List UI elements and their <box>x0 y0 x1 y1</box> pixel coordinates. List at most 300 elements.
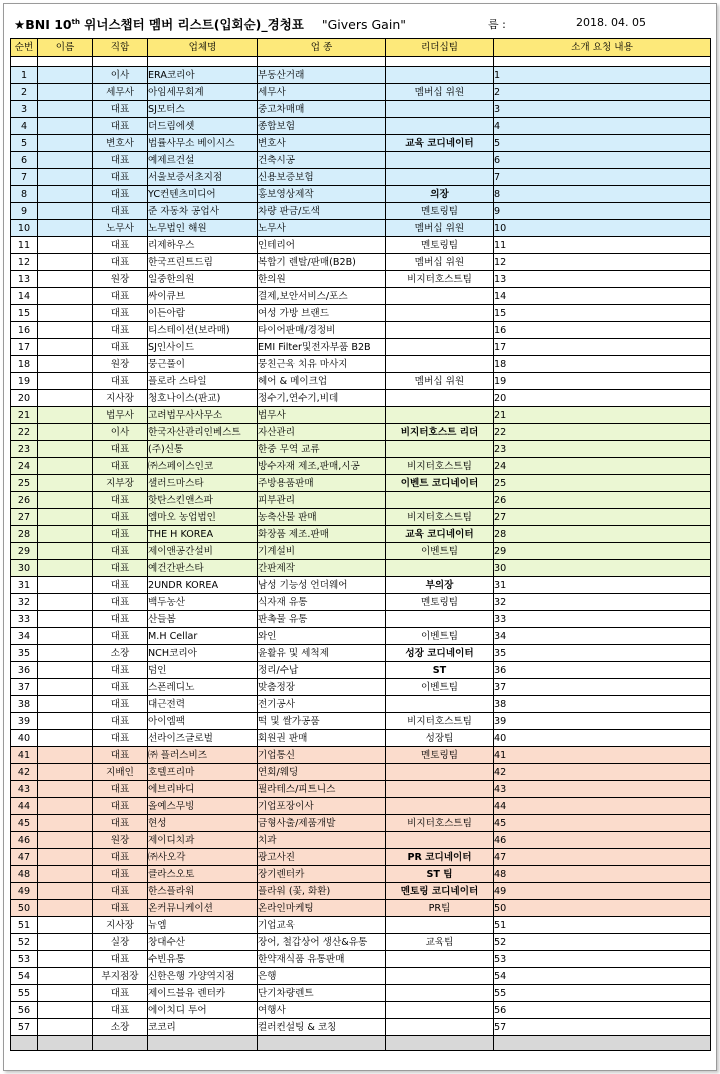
cell-no: 55 <box>11 985 38 1002</box>
cell-referral-no: 7 <box>494 169 711 186</box>
cell-name <box>38 135 93 152</box>
cell-name <box>38 152 93 169</box>
cell-industry: 기업통신 <box>258 747 386 764</box>
cell-name <box>38 577 93 594</box>
table-row <box>11 747 711 764</box>
cell-no: 43 <box>11 781 38 798</box>
cell-industry: 남성 기능성 언더웨어 <box>258 577 386 594</box>
cell-company: 에브리바디 <box>148 781 258 798</box>
table-row <box>11 441 711 458</box>
cell-title: 대표 <box>93 849 148 866</box>
cell-company: 아이엠팩 <box>148 713 258 730</box>
cell-name <box>38 220 93 237</box>
cell-company: SJ모터스 <box>148 101 258 118</box>
table-row <box>11 764 711 781</box>
table-row <box>11 560 711 577</box>
table-row <box>11 866 711 883</box>
cell-industry: 식자재 유통 <box>258 594 386 611</box>
cell-company: 백두농산 <box>148 594 258 611</box>
cell-company: 2UNDR KOREA <box>148 577 258 594</box>
cell-leadership: ST <box>386 662 494 679</box>
cell-name <box>38 84 93 101</box>
table-row <box>11 118 711 135</box>
cell-title: 지부장 <box>93 475 148 492</box>
cell-referral-no: 22 <box>494 424 711 441</box>
cell-name <box>38 832 93 849</box>
table-row <box>11 900 711 917</box>
cell-company: 선라이즈글로벌 <box>148 730 258 747</box>
cell-referral-no: 41 <box>494 747 711 764</box>
cell-no: 27 <box>11 509 38 526</box>
cell-title: 대표 <box>93 883 148 900</box>
cell-leadership: PR팀 <box>386 900 494 917</box>
cell-name <box>38 390 93 407</box>
cell-referral-no: 12 <box>494 254 711 271</box>
cell-name <box>38 883 93 900</box>
footer-cell <box>258 1036 386 1051</box>
cell-leadership: 비지터호스트팀 <box>386 815 494 832</box>
cell-title: 대표 <box>93 696 148 713</box>
cell-title: 대표 <box>93 798 148 815</box>
cell-referral-no: 5 <box>494 135 711 152</box>
cell-referral-no: 19 <box>494 373 711 390</box>
cell-title: 대표 <box>93 543 148 560</box>
table-row <box>11 373 711 390</box>
cell-leadership <box>386 67 494 84</box>
cell-company: 한국프린트드림 <box>148 254 258 271</box>
cell-company: M.H Cellar <box>148 628 258 645</box>
cell-leadership <box>386 951 494 968</box>
cell-no: 38 <box>11 696 38 713</box>
cell-referral-no: 6 <box>494 152 711 169</box>
cell-name <box>38 917 93 934</box>
cell-industry: 판촉물 유통 <box>258 611 386 628</box>
cell-no: 33 <box>11 611 38 628</box>
cell-no: 36 <box>11 662 38 679</box>
table-row <box>11 628 711 645</box>
cell-industry: 법무사 <box>258 407 386 424</box>
cell-company: 코코리 <box>148 1019 258 1036</box>
cell-company: 핫탄스킨앤스파 <box>148 492 258 509</box>
cell-name <box>38 305 93 322</box>
cell-title: 실장 <box>93 934 148 951</box>
cell-leadership <box>386 441 494 458</box>
cell-leadership <box>386 560 494 577</box>
cell-industry: 뭉친근육 치유 마사지 <box>258 356 386 373</box>
table-row <box>11 407 711 424</box>
cell-referral-no: 35 <box>494 645 711 662</box>
cell-industry: 노무사 <box>258 220 386 237</box>
cell-title: 대표 <box>93 577 148 594</box>
cell-title: 이사 <box>93 424 148 441</box>
cell-leadership: 비지터호스트 리더 <box>386 424 494 441</box>
cell-referral-no: 55 <box>494 985 711 1002</box>
cell-no: 45 <box>11 815 38 832</box>
cell-title: 원장 <box>93 271 148 288</box>
table-row <box>11 815 711 832</box>
cell-leadership: PR 코디네이터 <box>386 849 494 866</box>
member-table <box>10 38 711 1051</box>
cell-leadership: 멘토링 코디네이터 <box>386 883 494 900</box>
cell-name <box>38 781 93 798</box>
cell-leadership <box>386 764 494 781</box>
cell-referral-no: 27 <box>494 509 711 526</box>
cell-name <box>38 458 93 475</box>
cell-name <box>38 203 93 220</box>
cell-leadership <box>386 288 494 305</box>
cell-industry: 장어, 철갑상어 생산&유통 <box>258 934 386 951</box>
cell-no: 41 <box>11 747 38 764</box>
cell-industry: 주방용품판매 <box>258 475 386 492</box>
cell-name <box>38 1019 93 1036</box>
cell-leadership: 부의장 <box>386 577 494 594</box>
table-row <box>11 883 711 900</box>
cell-industry: 기업포장이사 <box>258 798 386 815</box>
cell-industry: 인테리어 <box>258 237 386 254</box>
table-row <box>11 135 711 152</box>
cell-industry: 여성 가방 브랜드 <box>258 305 386 322</box>
cell-industry: 필라테스/피트니스 <box>258 781 386 798</box>
cell-industry: 건축시공 <box>258 152 386 169</box>
cell-no: 37 <box>11 679 38 696</box>
table-row <box>11 220 711 237</box>
cell-industry: 정수기,연수기,비데 <box>258 390 386 407</box>
cell-name <box>38 373 93 390</box>
cell-no: 8 <box>11 186 38 203</box>
cell-industry: 장기렌터카 <box>258 866 386 883</box>
cell-title: 대표 <box>93 458 148 475</box>
cell-referral-no: 9 <box>494 203 711 220</box>
cell-referral-no: 38 <box>494 696 711 713</box>
cell-leadership: 성장팀 <box>386 730 494 747</box>
cell-company: 제이디치과 <box>148 832 258 849</box>
cell-title: 세무사 <box>93 84 148 101</box>
cell-no: 26 <box>11 492 38 509</box>
table-row <box>11 662 711 679</box>
cell-title: 대표 <box>93 1002 148 1019</box>
table-row <box>11 254 711 271</box>
cell-title: 지사장 <box>93 917 148 934</box>
cell-company: 준 자동차 공업사 <box>148 203 258 220</box>
cell-referral-no: 52 <box>494 934 711 951</box>
cell-leadership: 멘토링팀 <box>386 747 494 764</box>
cell-referral-no: 44 <box>494 798 711 815</box>
cell-company: 리제하우스 <box>148 237 258 254</box>
cell-company: 온커뮤니케이션 <box>148 900 258 917</box>
cell-referral-no: 23 <box>494 441 711 458</box>
cell-company: 고려법무사사무소 <box>148 407 258 424</box>
cell-leadership <box>386 118 494 135</box>
table-row <box>11 968 711 985</box>
footer-row <box>11 1036 711 1051</box>
cell-referral-no: 46 <box>494 832 711 849</box>
name-label: 름 : <box>488 18 506 31</box>
cell-industry: 맞춤정장 <box>258 679 386 696</box>
cell-company: ㈜ 플러스비즈 <box>148 747 258 764</box>
cell-title: 대표 <box>93 815 148 832</box>
cell-leadership: 비지터호스트팀 <box>386 713 494 730</box>
table-row <box>11 271 711 288</box>
cell-leadership <box>386 917 494 934</box>
cell-no: 23 <box>11 441 38 458</box>
cell-industry: 방수자재 제조,판매,시공 <box>258 458 386 475</box>
cell-no: 5 <box>11 135 38 152</box>
cell-name <box>38 424 93 441</box>
cell-title: 변호사 <box>93 135 148 152</box>
cell-industry: 연회/웨딩 <box>258 764 386 781</box>
table-row <box>11 203 711 220</box>
cell-leadership: 이벤트팀 <box>386 543 494 560</box>
cell-referral-no: 43 <box>494 781 711 798</box>
cell-referral-no: 1 <box>494 67 711 84</box>
cell-no: 10 <box>11 220 38 237</box>
cell-name <box>38 356 93 373</box>
cell-company: 아임세무회계 <box>148 84 258 101</box>
cell-no: 14 <box>11 288 38 305</box>
cell-title: 부지점장 <box>93 968 148 985</box>
cell-industry: 기계설비 <box>258 543 386 560</box>
cell-no: 52 <box>11 934 38 951</box>
table-row <box>11 730 711 747</box>
cell-leadership: ST 팀 <box>386 866 494 883</box>
title-row <box>10 12 710 34</box>
cell-company: THE H KOREA <box>148 526 258 543</box>
cell-no: 35 <box>11 645 38 662</box>
cell-title: 대표 <box>93 730 148 747</box>
cell-company: 덤인 <box>148 662 258 679</box>
table-row <box>11 679 711 696</box>
cell-industry: 종합보험 <box>258 118 386 135</box>
table-row <box>11 1019 711 1036</box>
cell-leadership <box>386 305 494 322</box>
cell-referral-no: 45 <box>494 815 711 832</box>
cell-name <box>38 713 93 730</box>
cell-industry: 화장품 제조.판매 <box>258 526 386 543</box>
cell-leadership: 의장 <box>386 186 494 203</box>
cell-referral-no: 33 <box>494 611 711 628</box>
cell-leadership: 멤버십 위원 <box>386 220 494 237</box>
cell-company: 싸이큐브 <box>148 288 258 305</box>
cell-company: YC컨텐츠미디어 <box>148 186 258 203</box>
col-header-title: 직함 <box>93 39 148 57</box>
cell-no: 12 <box>11 254 38 271</box>
cell-title: 대표 <box>93 509 148 526</box>
cell-no: 56 <box>11 1002 38 1019</box>
cell-name <box>38 985 93 1002</box>
cell-industry: 결제,보안서비스/포스 <box>258 288 386 305</box>
cell-name <box>38 339 93 356</box>
cell-referral-no: 56 <box>494 1002 711 1019</box>
cell-no: 16 <box>11 322 38 339</box>
cell-leadership: 이벤트팀 <box>386 628 494 645</box>
cell-name <box>38 526 93 543</box>
cell-leadership <box>386 339 494 356</box>
cell-industry: 한의원 <box>258 271 386 288</box>
cell-leadership: 교육 코디네이터 <box>386 526 494 543</box>
cell-title: 대표 <box>93 169 148 186</box>
footer-cell <box>93 1036 148 1051</box>
table-row <box>11 475 711 492</box>
cell-company: 에이치디 투어 <box>148 1002 258 1019</box>
cell-company: 노무법인 해원 <box>148 220 258 237</box>
cell-leadership <box>386 152 494 169</box>
cell-name <box>38 968 93 985</box>
cell-referral-no: 24 <box>494 458 711 475</box>
cell-name <box>38 441 93 458</box>
cell-name <box>38 186 93 203</box>
cell-no: 9 <box>11 203 38 220</box>
cell-name <box>38 866 93 883</box>
cell-company: 청호나이스(판교) <box>148 390 258 407</box>
cell-referral-no: 15 <box>494 305 711 322</box>
cell-referral-no: 34 <box>494 628 711 645</box>
cell-company: 서울보증서초지점 <box>148 169 258 186</box>
cell-leadership <box>386 492 494 509</box>
cell-leadership: 멘토링팀 <box>386 594 494 611</box>
cell-referral-no: 48 <box>494 866 711 883</box>
cell-name <box>38 543 93 560</box>
cell-no: 17 <box>11 339 38 356</box>
cell-no: 46 <box>11 832 38 849</box>
cell-leadership <box>386 985 494 1002</box>
table-row <box>11 934 711 951</box>
cell-company: ㈜사오각 <box>148 849 258 866</box>
cell-referral-no: 20 <box>494 390 711 407</box>
cell-no: 4 <box>11 118 38 135</box>
cell-company: 호텔프리마 <box>148 764 258 781</box>
cell-referral-no: 14 <box>494 288 711 305</box>
cell-name <box>38 849 93 866</box>
cell-title: 원장 <box>93 832 148 849</box>
cell-no: 18 <box>11 356 38 373</box>
cell-title: 대표 <box>93 781 148 798</box>
footer-cell <box>386 1036 494 1051</box>
cell-leadership <box>386 101 494 118</box>
cell-name <box>38 628 93 645</box>
footer-cell <box>494 1036 711 1051</box>
cell-title: 대표 <box>93 101 148 118</box>
cell-no: 25 <box>11 475 38 492</box>
cell-company: 대근전력 <box>148 696 258 713</box>
table-row <box>11 781 711 798</box>
cell-company: 뉴엠 <box>148 917 258 934</box>
cell-name <box>38 696 93 713</box>
cell-referral-no: 8 <box>494 186 711 203</box>
table-row <box>11 696 711 713</box>
cell-no: 1 <box>11 67 38 84</box>
cell-referral-no: 53 <box>494 951 711 968</box>
cell-no: 48 <box>11 866 38 883</box>
cell-title: 대표 <box>93 679 148 696</box>
cell-leadership <box>386 322 494 339</box>
cell-name <box>38 645 93 662</box>
cell-no: 42 <box>11 764 38 781</box>
cell-leadership <box>386 696 494 713</box>
table-row <box>11 152 711 169</box>
cell-no: 28 <box>11 526 38 543</box>
cell-no: 20 <box>11 390 38 407</box>
cell-industry: 홍보영상제작 <box>258 186 386 203</box>
cell-name <box>38 611 93 628</box>
cell-referral-no: 50 <box>494 900 711 917</box>
cell-leadership <box>386 1002 494 1019</box>
cell-name <box>38 67 93 84</box>
cell-title: 이사 <box>93 67 148 84</box>
cell-name <box>38 492 93 509</box>
cell-industry: 컬러컨설팅 & 코칭 <box>258 1019 386 1036</box>
cell-company: 수빈유통 <box>148 951 258 968</box>
cell-title: 대표 <box>93 900 148 917</box>
cell-industry: 여행사 <box>258 1002 386 1019</box>
cell-leadership: 멤버십 위원 <box>386 84 494 101</box>
table-row <box>11 458 711 475</box>
motto: "Givers Gain" <box>321 17 406 32</box>
table-row <box>11 645 711 662</box>
cell-referral-no: 39 <box>494 713 711 730</box>
cell-referral-no: 54 <box>494 968 711 985</box>
cell-referral-no: 30 <box>494 560 711 577</box>
cell-title: 대표 <box>93 186 148 203</box>
cell-no: 13 <box>11 271 38 288</box>
table-row <box>11 985 711 1002</box>
cell-name <box>38 747 93 764</box>
cell-name <box>38 271 93 288</box>
cell-name <box>38 798 93 815</box>
cell-title: 대표 <box>93 152 148 169</box>
cell-company: 이든아람 <box>148 305 258 322</box>
cell-leadership <box>386 611 494 628</box>
cell-title: 대표 <box>93 747 148 764</box>
cell-referral-no: 18 <box>494 356 711 373</box>
cell-industry: 정리/수납 <box>258 662 386 679</box>
cell-leadership <box>386 407 494 424</box>
cell-industry: 온라인마케팅 <box>258 900 386 917</box>
cell-title: 대표 <box>93 118 148 135</box>
table-header-row <box>11 39 711 57</box>
cell-referral-no: 31 <box>494 577 711 594</box>
cell-no: 2 <box>11 84 38 101</box>
cell-title: 대표 <box>93 611 148 628</box>
cell-referral-no: 13 <box>494 271 711 288</box>
cell-leadership: 멘토링팀 <box>386 203 494 220</box>
cell-company: 일중한의원 <box>148 271 258 288</box>
table-row <box>11 543 711 560</box>
cell-company: 더드림에셋 <box>148 118 258 135</box>
table-row <box>11 849 711 866</box>
cell-leadership <box>386 1019 494 1036</box>
cell-no: 51 <box>11 917 38 934</box>
cell-no: 57 <box>11 1019 38 1036</box>
cell-industry: 광고사진 <box>258 849 386 866</box>
cell-no: 49 <box>11 883 38 900</box>
cell-leadership <box>386 781 494 798</box>
cell-industry: 헤어 & 메이크업 <box>258 373 386 390</box>
table-row <box>11 424 711 441</box>
cell-no: 29 <box>11 543 38 560</box>
cell-title: 법무사 <box>93 407 148 424</box>
cell-no: 30 <box>11 560 38 577</box>
cell-name <box>38 594 93 611</box>
cell-industry: 단기차량렌트 <box>258 985 386 1002</box>
table-row <box>11 339 711 356</box>
cell-leadership <box>386 798 494 815</box>
table-row <box>11 509 711 526</box>
cell-industry: 와인 <box>258 628 386 645</box>
cell-company: 예제르건설 <box>148 152 258 169</box>
table-row <box>11 356 711 373</box>
col-header-leadership: 리더십팀 <box>386 39 494 57</box>
cell-industry: 전기공사 <box>258 696 386 713</box>
